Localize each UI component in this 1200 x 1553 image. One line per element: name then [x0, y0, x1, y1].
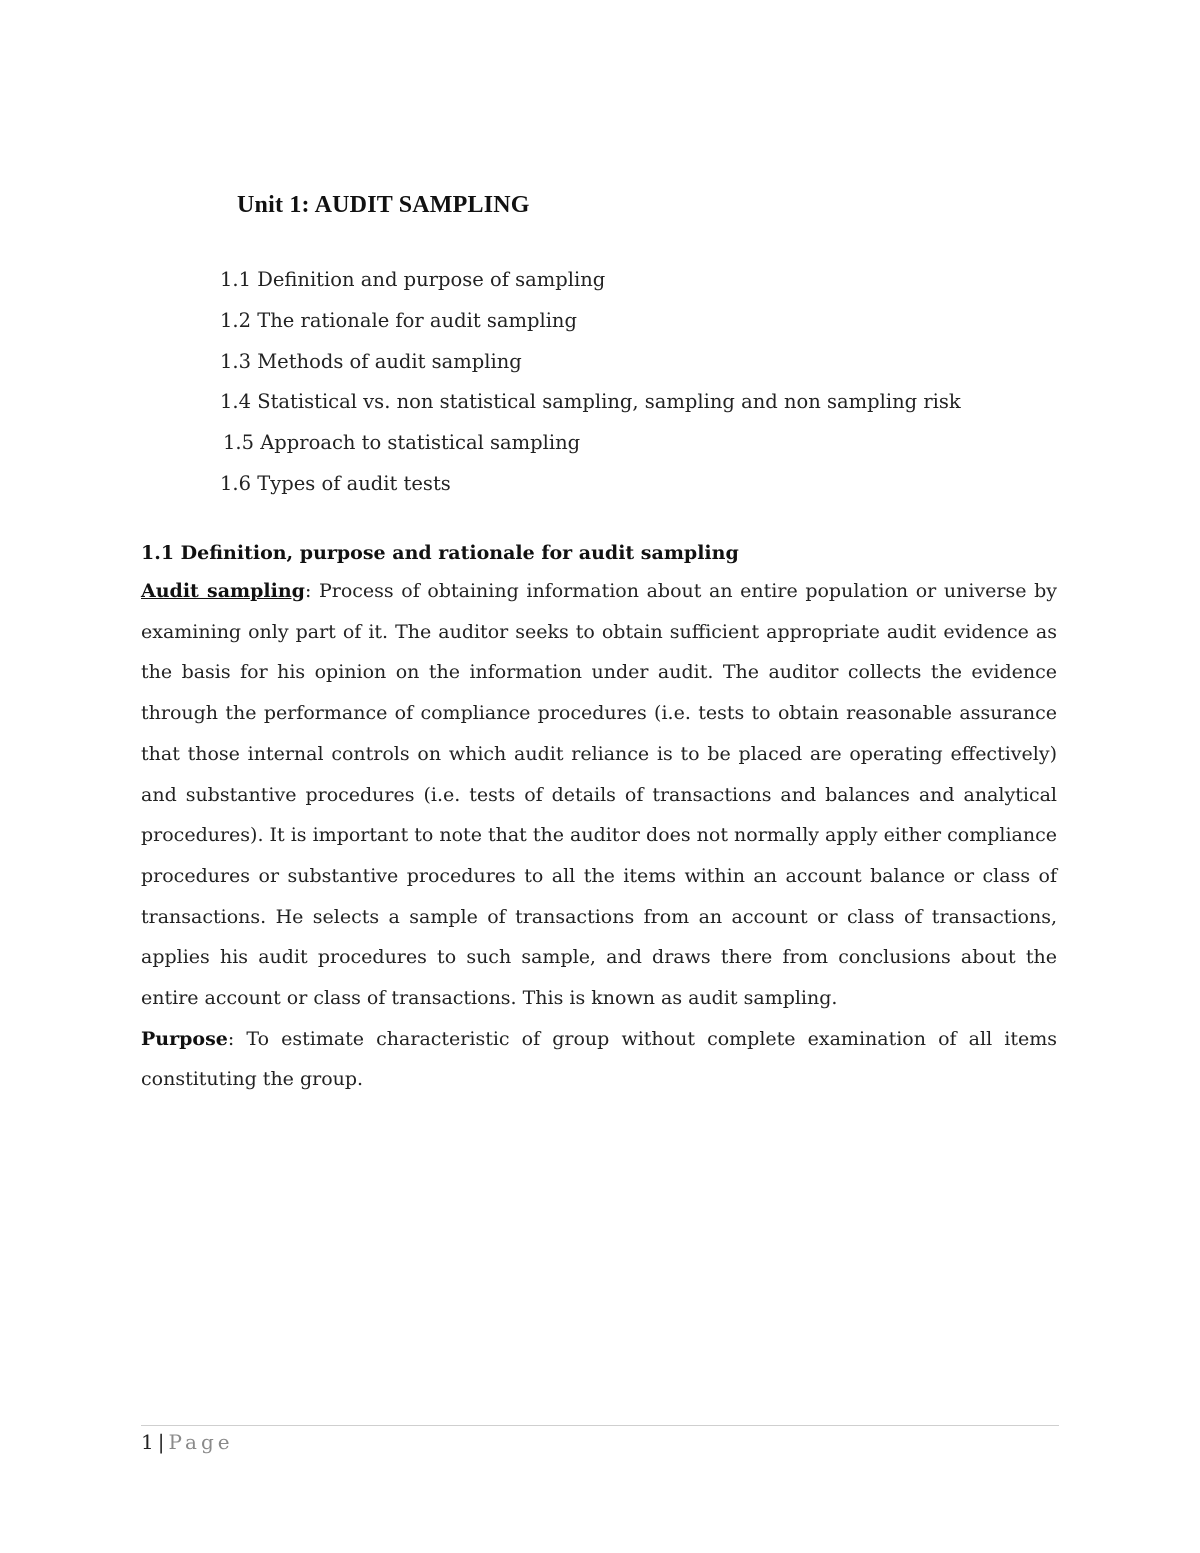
purpose-definition: : To estimate characteristic of group without complete examination of all items constituting the group.: [141, 1027, 1057, 1091]
toc-item: 1.1 Definition and purpose of sampling: [220, 268, 606, 291]
footer-separator: |: [157, 1430, 165, 1454]
toc-item: 1.2 The rationale for audit sampling: [220, 308, 577, 332]
unit-title: Unit 1: AUDIT SAMPLING: [237, 192, 530, 218]
page-number: 1: [141, 1430, 154, 1454]
page-label: Page: [168, 1430, 234, 1454]
footer-divider: [141, 1425, 1059, 1426]
purpose-paragraph: [141, 1019, 1057, 1100]
toc-item: 1.3 Methods of audit sampling: [220, 349, 522, 373]
audit-sampling-definition: : Process of obtaining information about an entire population or universe by examining only part of it. The auditor seeks to obtain sufficient appropriate audit evidence as the basis for his opinion on the information under audit. The auditor collects the evidence through the performance of compliance procedures (i.e. tests to obtain reasonable assurance that those internal controls on which audit reliance is to be placed are operating effectively) and substantive procedures (i.e. tests of details of transactions and balances and analytical procedures). It is important to note that the auditor does not normally apply either compliance procedures or substantive procedures to all the items within an account balance or class of transactions. He selects a sample of transactions from an account or class of transactions, applies his audit procedures to such sample, and draws there from conclusions about the entire account or class of transactions. This is known as audit sampling.: [141, 580, 1057, 1010]
audit-sampling-term: Audit sampling: [141, 580, 305, 602]
section-content: [141, 535, 1057, 1100]
page-footer: [141, 1430, 234, 1454]
audit-sampling-paragraph: [141, 571, 1057, 1019]
section-heading: 1.1 Definition, purpose and rationale for audit sampling: [141, 542, 739, 564]
toc-item: 1.4 Statistical vs. non statistical sampling, sampling and non sampling risk: [220, 390, 961, 414]
table-of-contents: [220, 260, 961, 505]
toc-item: 1.5 Approach to statistical sampling: [223, 431, 581, 455]
purpose-term: Purpose: [141, 1027, 228, 1050]
toc-item: 1.6 Types of audit tests: [220, 471, 451, 495]
